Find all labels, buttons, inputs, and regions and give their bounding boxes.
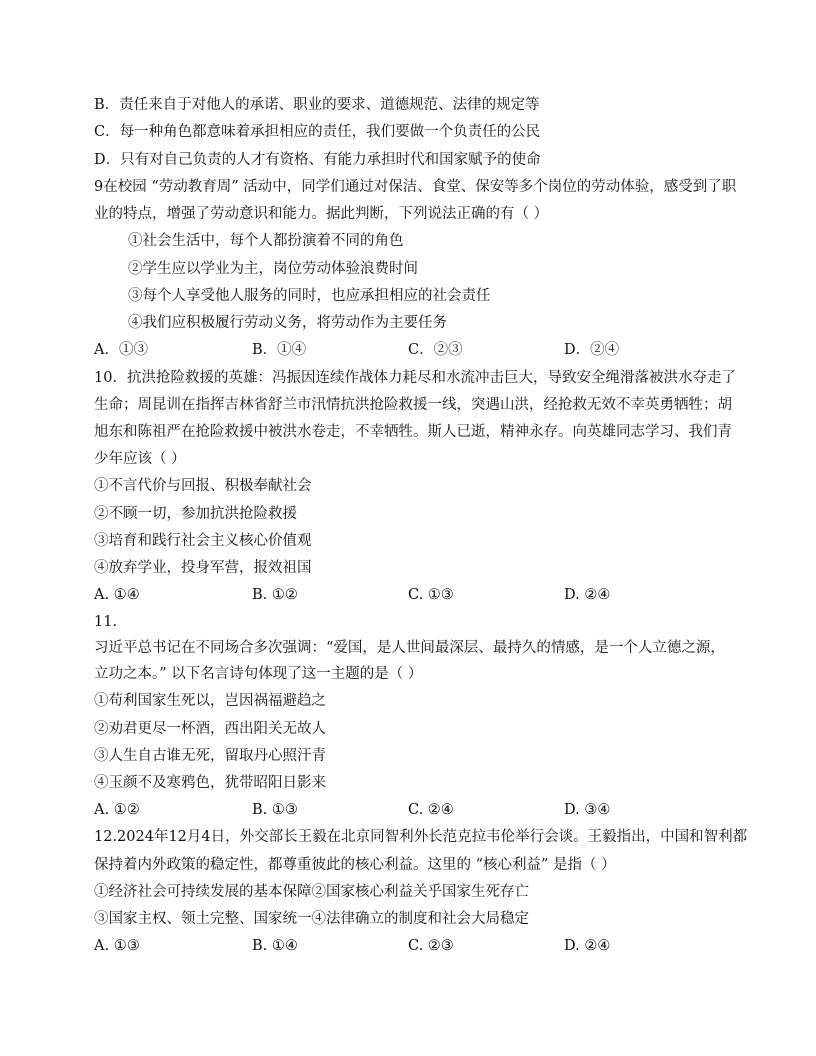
- q10-stem-line1: 10．抗洪抢险救援的英雄：冯振因连续作战体力耗尽和水流冲击巨大，导致安全绳滑落被洪水夺走了: [94, 370, 736, 386]
- q12-option-b: B. ①④: [252, 938, 298, 954]
- q11-number: 11.: [94, 614, 118, 630]
- q9-option-b: B．①④: [252, 342, 307, 358]
- q12-item-line1: ①经济社会可持续发展的基本保障②国家核心利益关乎国家生死存亡: [94, 884, 529, 900]
- q12-stem-line2: 保持着内外政策的稳定性，都尊重彼此的核心利益。这里的 “核心利益” 是指（ ）: [94, 857, 616, 873]
- q12-option-c: C. ②③: [408, 938, 454, 954]
- q11-item-3: ③人生自古谁无死，留取丹心照汗青: [94, 748, 326, 764]
- q10-option-a: A. ①④: [94, 587, 140, 603]
- q11-option-b: B. ①③: [252, 802, 298, 818]
- q10-stem-line2: 生命；周昆训在指挥吉林省舒兰市汛情抗洪抢险救援一线，突遇山洪，经抢救无效不幸英勇牺牲；胡: [94, 397, 732, 413]
- q8-option-b: B．责任来自于对他人的承诺、职业的要求、道德规范、法律的规定等: [94, 97, 540, 113]
- q11-item-4: ④玉颜不及寒鸦色，犹带昭阳日影来: [94, 775, 326, 791]
- q10-option-c: C. ①③: [408, 587, 454, 603]
- q9-item-1: ①社会生活中，每个人都扮演着不同的角色: [128, 233, 404, 249]
- q10-stem-line4: 少年应该（ ）: [94, 451, 186, 467]
- q11-option-c: C. ②④: [408, 802, 454, 818]
- q10-item-1: ①不言代价与回报、积极奉献社会: [94, 478, 312, 494]
- q11-item-2: ②劝君更尽一杯酒，西出阳关无故人: [94, 721, 326, 737]
- q11-stem-line1: 习近平总书记在不同场合多次强调：“爱国，是人世间最深层、最持久的情感，是一个人立德之源，: [94, 640, 725, 656]
- q11-option-d: D. ③④: [564, 802, 611, 818]
- q9-item-4: ④我们应积极履行劳动义务，将劳动作为主要任务: [128, 315, 447, 331]
- q11-item-1: ①苟利国家生死以，岂因祸福避趋之: [94, 693, 326, 709]
- q10-option-b: B. ①②: [252, 587, 298, 603]
- q10-option-d: D. ②④: [564, 587, 611, 603]
- q10-stem-line3: 旭东和陈祖严在抢险救援中被洪水卷走，不幸牺牲。斯人已逝，精神永存。向英雄同志学习、我们青: [94, 424, 732, 440]
- q9-stem-line2: 业的特点，增强了劳动意识和能力。据此判断，下列说法正确的有（ ）: [94, 206, 549, 222]
- q9-option-a: A．①③: [94, 342, 148, 358]
- q9-item-3: ③每个人享受他人服务的同时，也应承担相应的社会责任: [128, 288, 491, 304]
- q11-option-a: A. ①②: [94, 802, 140, 818]
- q10-item-3: ③培育和践行社会主义核心价值观: [94, 533, 312, 549]
- q9-option-c: C．②③: [408, 342, 463, 358]
- q9-stem-line1: 9在校园 “劳动教育周” 活动中，同学们通过对保洁、食堂、保安等多个岗位的劳动体验，感受到了职: [94, 179, 737, 195]
- q12-stem-line1: 12.2024年12月4日，外交部长王毅在北京同智利外长范克拉韦伦举行会谈。王毅指出，中国和智利都: [94, 829, 748, 845]
- q12-option-a: A. ①③: [94, 938, 140, 954]
- q10-item-4: ④放弃学业，投身军营，报效祖国: [94, 560, 312, 576]
- q12-item-line2: ③国家主权、领土完整、国家统一④法律确立的制度和社会大局稳定: [94, 911, 529, 927]
- q10-item-2: ②不顾一切，参加抗洪抢险救援: [94, 506, 297, 522]
- q8-option-d: D．只有对自己负责的人才有资格、有能力承担时代和国家赋予的使命: [94, 152, 541, 168]
- q11-stem-line2: 立功之本。” 以下名言诗句体现了这一主题的是（ ）: [94, 666, 423, 682]
- q8-option-c: C．每一种角色都意味着承担相应的责任，我们要做一个负责任的公民: [94, 124, 541, 140]
- q9-item-2: ②学生应以学业为主，岗位劳动体验浪费时间: [128, 261, 418, 277]
- q12-option-d: D. ②④: [564, 938, 611, 954]
- q9-option-d: D．②④: [564, 342, 620, 358]
